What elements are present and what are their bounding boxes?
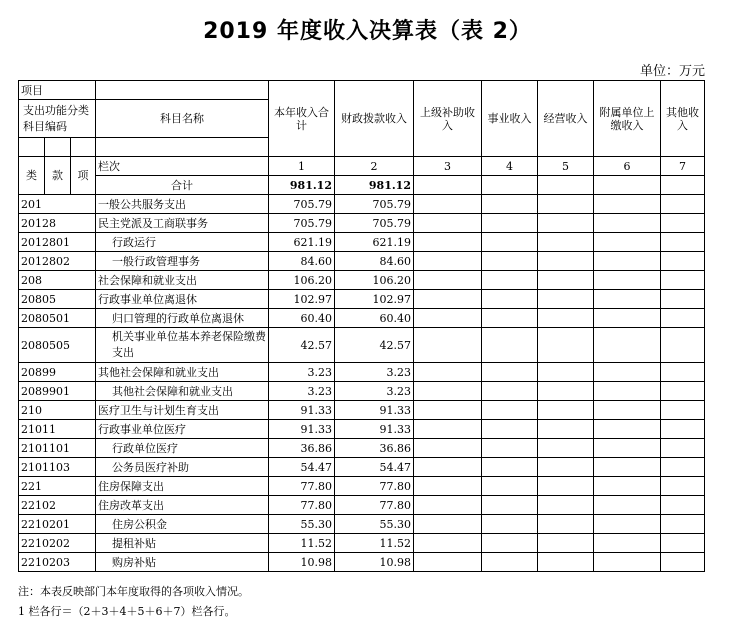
table-row (19, 290, 705, 309)
row-col1: 106.20 (269, 271, 335, 290)
table-row (19, 439, 705, 458)
row-col1: 10.98 (269, 553, 335, 572)
col-number-6: 6 (594, 157, 661, 176)
empty-cell (594, 363, 661, 382)
empty-cell (594, 382, 661, 401)
notes (18, 582, 249, 622)
empty-cell (482, 363, 538, 382)
total-col1: 981.12 (269, 176, 335, 195)
header-lanci: 栏次 (96, 157, 269, 176)
empty-cell (594, 214, 661, 233)
empty-cell (482, 309, 538, 328)
empty-cell (482, 382, 538, 401)
row-col2: 60.40 (335, 309, 414, 328)
empty-cell (661, 271, 705, 290)
row-col2: 84.60 (335, 252, 414, 271)
col-header-6: 附属单位上缴收入 (594, 81, 661, 157)
empty-cell (661, 382, 705, 401)
row-name: 归口管理的行政单位离退休 (96, 309, 269, 328)
header-func-code: 支出功能分类科目编码 (19, 100, 96, 138)
row-col2: 91.33 (335, 401, 414, 420)
row-code: 2080505 (19, 328, 96, 363)
row-col2: 106.20 (335, 271, 414, 290)
col-header-4: 事业收入 (482, 81, 538, 157)
empty-cell (594, 195, 661, 214)
empty-cell (482, 420, 538, 439)
row-col2: 91.33 (335, 420, 414, 439)
empty-cell (594, 401, 661, 420)
row-name: 社会保障和就业支出 (96, 271, 269, 290)
row-code: 2210203 (19, 553, 96, 572)
empty-cell (538, 420, 594, 439)
note-line: 注：本表反映部门本年度取得的各项收入情况。 (18, 585, 249, 598)
empty-cell (661, 401, 705, 420)
empty-cell (661, 233, 705, 252)
empty-cell (661, 328, 705, 363)
row-col2: 3.23 (335, 382, 414, 401)
row-code: 2101103 (19, 458, 96, 477)
empty-cell (414, 271, 482, 290)
empty-cell (594, 458, 661, 477)
empty-cell (414, 401, 482, 420)
table-row (19, 214, 705, 233)
empty-cell (414, 328, 482, 363)
row-col1: 102.97 (269, 290, 335, 309)
empty-cell (414, 252, 482, 271)
total-label: 合计 (96, 176, 269, 195)
row-col1: 91.33 (269, 420, 335, 439)
col-header-2: 财政拨款收入 (335, 81, 414, 157)
row-code: 2210202 (19, 534, 96, 553)
row-col1: 3.23 (269, 382, 335, 401)
col-number-1: 1 (269, 157, 335, 176)
row-name: 行政事业单位医疗 (96, 420, 269, 439)
empty-cell (482, 439, 538, 458)
empty-cell (538, 496, 594, 515)
row-code: 201 (19, 195, 96, 214)
empty-cell (538, 458, 594, 477)
col-number-2: 2 (335, 157, 414, 176)
row-name: 医疗卫生与计划生育支出 (96, 401, 269, 420)
col-header-1: 本年收入合计 (269, 81, 335, 157)
empty-cell (661, 420, 705, 439)
empty-cell (661, 515, 705, 534)
row-col2: 705.79 (335, 195, 414, 214)
empty-cell (661, 534, 705, 553)
col-number-4: 4 (482, 157, 538, 176)
row-name: 住房保障支出 (96, 477, 269, 496)
row-name: 机关事业单位基本养老保险缴费支出 (96, 328, 269, 363)
row-col1: 77.80 (269, 496, 335, 515)
row-name: 行政事业单位离退休 (96, 290, 269, 309)
row-col1: 705.79 (269, 214, 335, 233)
empty-cell (414, 420, 482, 439)
empty-cell (661, 290, 705, 309)
row-col1: 42.57 (269, 328, 335, 363)
empty-cell (594, 515, 661, 534)
row-name: 其他社会保障和就业支出 (96, 363, 269, 382)
table-row (19, 271, 705, 290)
empty-cell (661, 214, 705, 233)
row-col1: 77.80 (269, 477, 335, 496)
empty-cell (594, 309, 661, 328)
empty-cell (594, 290, 661, 309)
empty-cell (661, 195, 705, 214)
col-number-5: 5 (538, 157, 594, 176)
empty-cell (482, 252, 538, 271)
row-col2: 3.23 (335, 363, 414, 382)
table-row (19, 233, 705, 252)
row-name: 住房公积金 (96, 515, 269, 534)
empty-cell (482, 515, 538, 534)
empty-cell (414, 515, 482, 534)
row-name: 公务员医疗补助 (96, 458, 269, 477)
row-code: 210 (19, 401, 96, 420)
row-code: 20899 (19, 363, 96, 382)
empty-cell (661, 439, 705, 458)
empty-cell (538, 439, 594, 458)
row-col2: 36.86 (335, 439, 414, 458)
table-row (19, 382, 705, 401)
empty-cell (414, 496, 482, 515)
row-code: 2089901 (19, 382, 96, 401)
col-header-5: 经营收入 (538, 81, 594, 157)
unit-label: 单位：万元 (639, 64, 705, 79)
empty-cell (594, 233, 661, 252)
empty-cell (538, 515, 594, 534)
empty-cell (538, 382, 594, 401)
header-item: 项目 (19, 81, 96, 100)
empty-cell (661, 553, 705, 572)
empty-cell (482, 233, 538, 252)
empty-cell (414, 363, 482, 382)
row-name: 一般公共服务支出 (96, 195, 269, 214)
row-code: 2012802 (19, 252, 96, 271)
empty-cell (482, 271, 538, 290)
row-name: 其他社会保障和就业支出 (96, 382, 269, 401)
empty-cell (414, 439, 482, 458)
row-col1: 84.60 (269, 252, 335, 271)
header-subject-name: 科目名称 (96, 100, 269, 138)
empty-cell (414, 195, 482, 214)
empty-cell (661, 496, 705, 515)
empty-cell (538, 477, 594, 496)
row-name: 一般行政管理事务 (96, 252, 269, 271)
row-code: 2012801 (19, 233, 96, 252)
page-title: 2019 年度收入决算表（表 2） (203, 19, 532, 44)
row-col2: 102.97 (335, 290, 414, 309)
empty-cell (482, 214, 538, 233)
empty-cell (661, 252, 705, 271)
row-code: 221 (19, 477, 96, 496)
row-col2: 42.57 (335, 328, 414, 363)
empty-cell (538, 271, 594, 290)
empty-cell (594, 420, 661, 439)
empty-cell (482, 477, 538, 496)
row-name: 行政运行 (96, 233, 269, 252)
col-number-7: 7 (661, 157, 705, 176)
col-header-7: 其他收入 (661, 81, 705, 157)
income-table (18, 80, 705, 572)
table-row (19, 458, 705, 477)
row-col1: 621.19 (269, 233, 335, 252)
table-row (19, 515, 705, 534)
total-col2: 981.12 (335, 176, 414, 195)
empty-cell (661, 309, 705, 328)
row-code: 2101101 (19, 439, 96, 458)
row-code: 22102 (19, 496, 96, 515)
empty-cell (482, 534, 538, 553)
empty-cell (414, 309, 482, 328)
empty-cell (594, 271, 661, 290)
row-code: 208 (19, 271, 96, 290)
row-name: 购房补贴 (96, 553, 269, 572)
row-col1: 91.33 (269, 401, 335, 420)
empty-cell (538, 252, 594, 271)
header-kuan: 款 (45, 157, 71, 195)
empty-cell (538, 290, 594, 309)
empty-cell (661, 477, 705, 496)
empty-cell (482, 401, 538, 420)
row-code: 20128 (19, 214, 96, 233)
row-col2: 10.98 (335, 553, 414, 572)
empty-cell (414, 290, 482, 309)
table-row (19, 309, 705, 328)
empty-cell (482, 328, 538, 363)
row-col1: 36.86 (269, 439, 335, 458)
empty-cell (482, 458, 538, 477)
header-lei: 类 (19, 157, 45, 195)
empty-cell (538, 195, 594, 214)
row-col2: 77.80 (335, 477, 414, 496)
header-xiang: 项 (71, 157, 96, 195)
row-name: 住房改革支出 (96, 496, 269, 515)
empty-cell (482, 496, 538, 515)
row-code: 20805 (19, 290, 96, 309)
table-row (19, 363, 705, 382)
empty-cell (414, 553, 482, 572)
row-col1: 3.23 (269, 363, 335, 382)
table-row (19, 328, 705, 363)
row-code: 2080501 (19, 309, 96, 328)
empty-cell (594, 439, 661, 458)
empty-cell (538, 233, 594, 252)
row-name: 行政单位医疗 (96, 439, 269, 458)
empty-cell (482, 195, 538, 214)
empty-cell (414, 534, 482, 553)
row-col2: 705.79 (335, 214, 414, 233)
empty-cell (594, 496, 661, 515)
empty-cell (538, 363, 594, 382)
empty-cell (538, 553, 594, 572)
row-name: 提租补贴 (96, 534, 269, 553)
table-row (19, 553, 705, 572)
col-header-3: 上级补助收入 (414, 81, 482, 157)
row-col1: 55.30 (269, 515, 335, 534)
table-row (19, 401, 705, 420)
empty-cell (594, 534, 661, 553)
row-col2: 55.30 (335, 515, 414, 534)
empty-cell (538, 401, 594, 420)
empty-cell (414, 382, 482, 401)
empty-cell (594, 477, 661, 496)
empty-cell (594, 328, 661, 363)
empty-cell (414, 458, 482, 477)
table-row (19, 252, 705, 271)
empty-cell (661, 363, 705, 382)
note-line: 1 栏各行＝（2＋3＋4＋5＋6＋7）栏各行。 (18, 605, 236, 618)
row-col1: 54.47 (269, 458, 335, 477)
row-code: 21011 (19, 420, 96, 439)
empty-cell (482, 290, 538, 309)
empty-cell (538, 309, 594, 328)
empty-cell (414, 233, 482, 252)
col-number-3: 3 (414, 157, 482, 176)
empty-cell (538, 214, 594, 233)
table-row (19, 477, 705, 496)
row-code: 2210201 (19, 515, 96, 534)
empty-cell (538, 534, 594, 553)
row-col2: 621.19 (335, 233, 414, 252)
empty-cell (594, 252, 661, 271)
table-row (19, 534, 705, 553)
row-col1: 60.40 (269, 309, 335, 328)
row-col2: 77.80 (335, 496, 414, 515)
empty-cell (594, 553, 661, 572)
table-row (19, 496, 705, 515)
empty-cell (414, 214, 482, 233)
empty-cell (538, 328, 594, 363)
empty-cell (482, 553, 538, 572)
row-col1: 705.79 (269, 195, 335, 214)
row-col2: 54.47 (335, 458, 414, 477)
table-row (19, 195, 705, 214)
row-name: 民主党派及工商联事务 (96, 214, 269, 233)
row-col2: 11.52 (335, 534, 414, 553)
table-row (19, 420, 705, 439)
empty-cell (661, 458, 705, 477)
row-col1: 11.52 (269, 534, 335, 553)
empty-cell (414, 477, 482, 496)
